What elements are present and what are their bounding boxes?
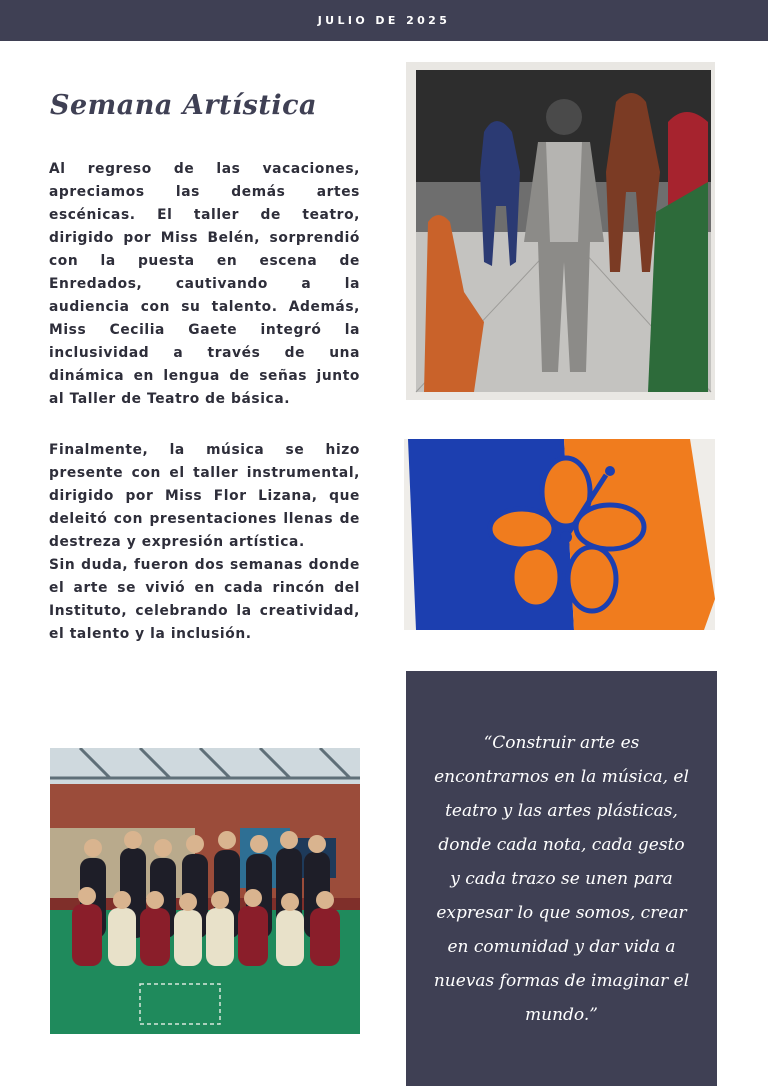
article-paragraph-3: Sin duda, fueron dos semanas donde el arte se vivió en cada rincón del Instituto, celebrando la creatividad, el talento y la inclusión.	[49, 557, 360, 642]
quote-text: “Construir arte es encontrarnos en la música, el teatro y las artes plásticas, donde cada nota, cada gesto y cada trazo se unen para expresar lo que somos, crear en comunidad y dar vida a nuevas formas de imaginar el mundo.”	[433, 732, 690, 1025]
article-paragraph-group	[49, 439, 360, 646]
quote-box	[406, 671, 717, 1086]
flag-artwork-photo	[404, 439, 715, 630]
group-photo	[50, 748, 360, 1034]
issue-date: JULIO DE 2025	[317, 14, 451, 27]
drawing-artwork-photo	[406, 62, 715, 400]
article-title: Semana Artística	[50, 90, 318, 121]
article-paragraph-2: Finalmente, la música se hizo presente con el taller instrumental, dirigido por Miss Flor Lizana, que deleitó con presentaciones llenas de destreza y expresión artística.	[49, 442, 360, 550]
top-banner	[0, 0, 768, 41]
article-paragraph-1: Al regreso de las vacaciones, apreciamos las demás artes escénicas. El taller de teatro, dirigido por Miss Belén, sorprendió con la puesta en escena de Enredados, cautivando a la audiencia con su talento. Además, Miss Cecilia Gaete integró la inclusividad a través de una dinámica en lengua de señas junto al Taller de Teatro de básica.	[49, 161, 360, 407]
